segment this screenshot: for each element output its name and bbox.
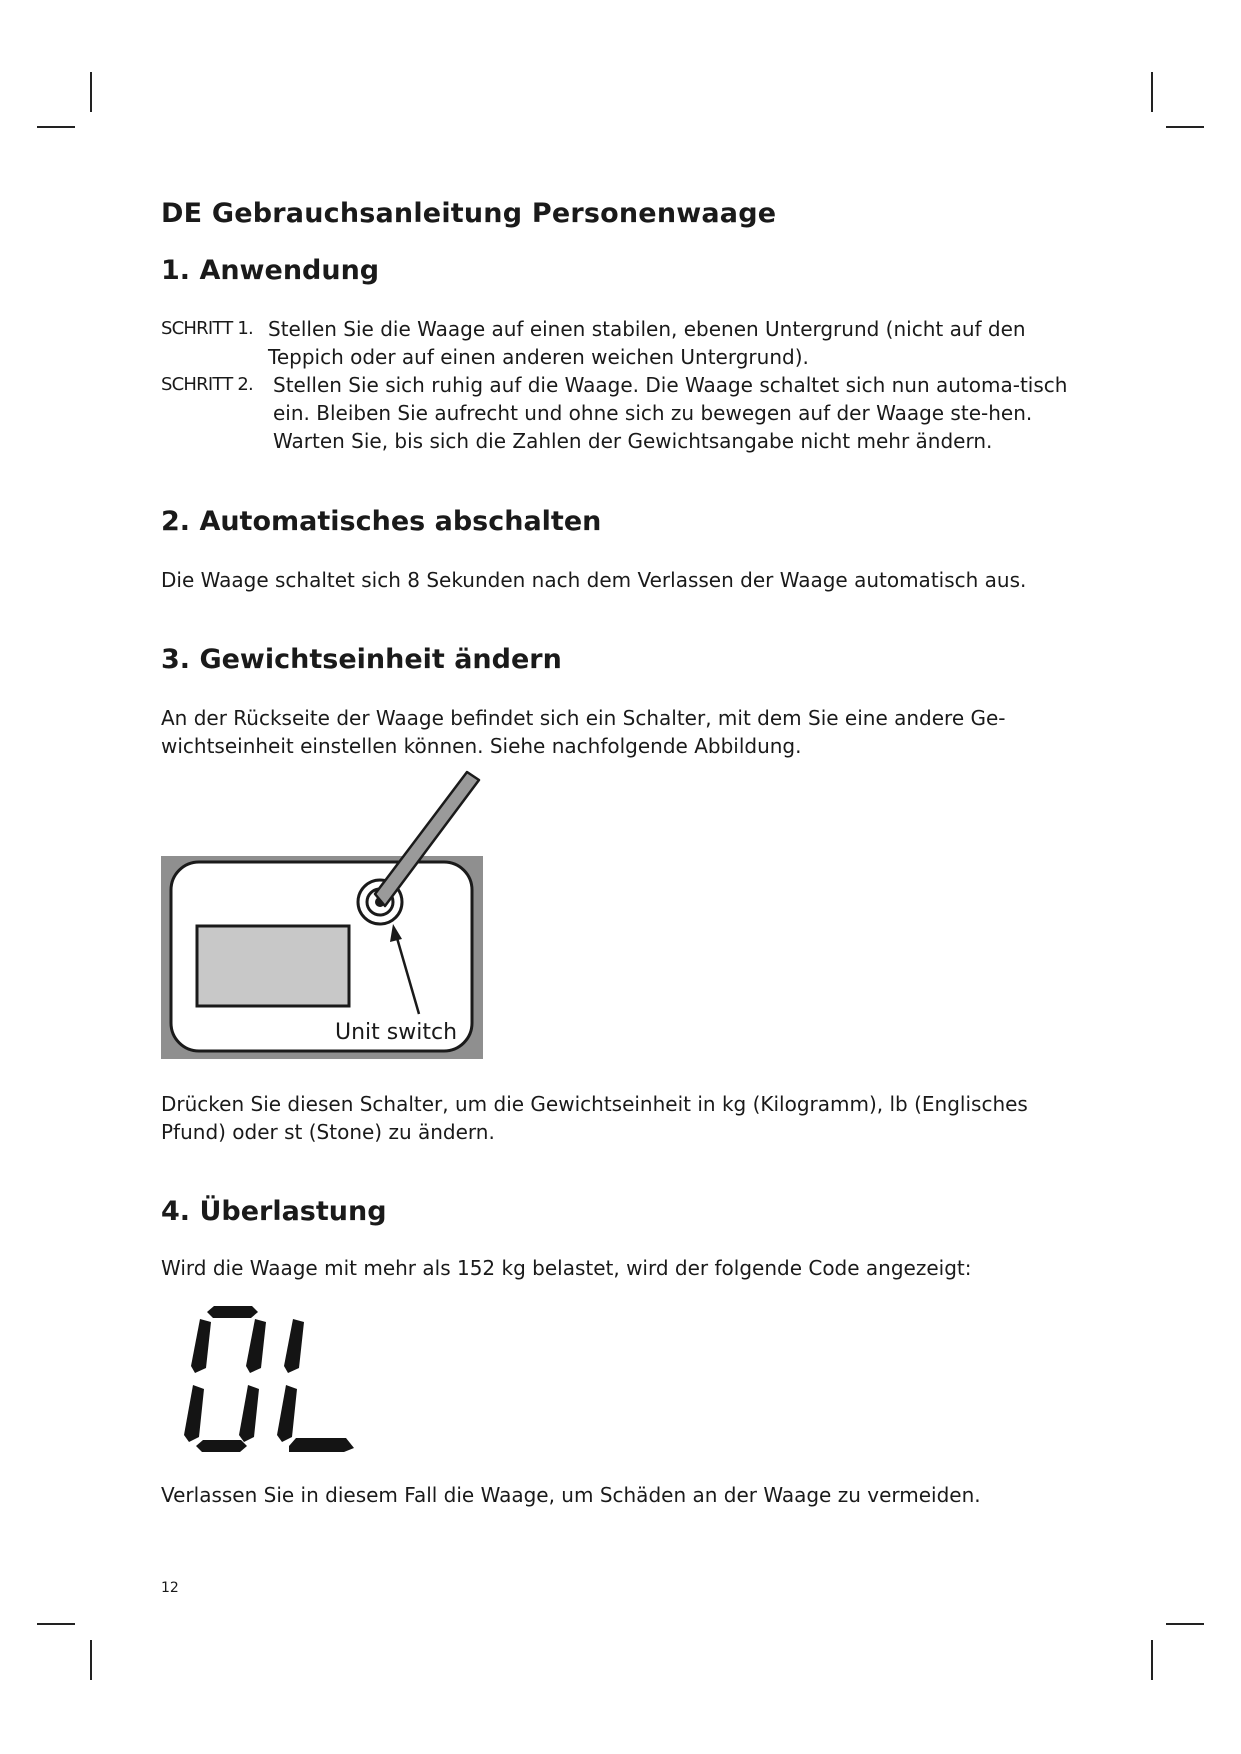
auto-off-text: Die Waage schaltet sich 8 Sekunden nach dem Verlassen der Waage automatisch aus. [161,568,1027,592]
page-number: 12 [161,1580,179,1596]
unit-change-text: An der Rückseite der Waage befindet sich ein Schalter, mit dem Sie eine andere Ge-wichtseinheit einstellen können. Siehe nachfolgende Abbildung. [161,706,1006,758]
step-1-text: Stellen Sie die Waage auf einen stabilen, ebenen Untergrund (nicht auf den Teppich oder auf einen anderen weichen Untergrund). [268,317,1026,369]
step-1-label: SCHRITT 1. [161,318,253,339]
section-heading-overload: 4. Überlastung [161,1196,387,1227]
segment-o-upper-right [246,1319,266,1373]
document-title: DE Gebrauchsanleitung Personenwaage [161,198,777,229]
display-window [197,926,349,1006]
overload-instructions: Verlassen Sie in diesem Fall die Waage, um Schäden an der Waage zu vermeiden. [161,1483,981,1507]
step-2-text: Stellen Sie sich ruhig auf die Waage. Die Waage schaltet sich nun automa-tisch ein. Bleiben Sie aufrecht und ohne sich zu bewegen auf der Waage ste-hen. Warten Sie, bis sich die Zahlen der Gewichtsangabe nicht mehr ändern. [273,373,1068,453]
unit-change-instructions: Drücken Sie diesen Schalter, um die Gewichtseinheit in kg (Kilogramm), lb (Englisches Pfund) oder st (Stone) zu ändern. [161,1092,1028,1144]
segment-o-bottom [196,1440,247,1452]
section-heading-usage: 1. Anwendung [161,255,380,286]
segment-o-lower-right [239,1385,259,1442]
step-2 [161,371,1081,455]
crop-mark-bottom-left-vertical [90,1640,92,1680]
segment-l-bottom [289,1438,354,1452]
section-heading-auto-off: 2. Automatisches abschalten [161,506,602,537]
crop-mark-top-right-vertical [1151,72,1153,112]
crop-mark-top-left-horizontal [37,126,75,128]
unit-switch-label: Unit switch [335,1020,458,1045]
section-heading-unit-change: 3. Gewichtseinheit ändern [161,644,562,675]
crop-mark-bottom-right-horizontal [1166,1623,1204,1625]
segment-l-upper-left [284,1319,304,1373]
step-2-label: SCHRITT 2. [161,374,253,395]
segment-l-lower-left [277,1385,297,1442]
crop-mark-bottom-right-vertical [1151,1640,1153,1680]
segment-o-upper-left [191,1319,211,1373]
crop-mark-bottom-left-horizontal [37,1623,75,1625]
segment-o-top [207,1306,258,1318]
overload-text: Wird die Waage mit mehr als 152 kg belastet, wird der folgende Code angezeigt: [161,1256,972,1280]
crop-mark-top-left-vertical [90,72,92,112]
step-1 [161,315,1081,371]
unit-switch-figure [161,760,491,1060]
overload-code-display [179,1302,359,1462]
segment-o-lower-left [184,1385,204,1442]
crop-mark-top-right-horizontal [1166,126,1204,128]
